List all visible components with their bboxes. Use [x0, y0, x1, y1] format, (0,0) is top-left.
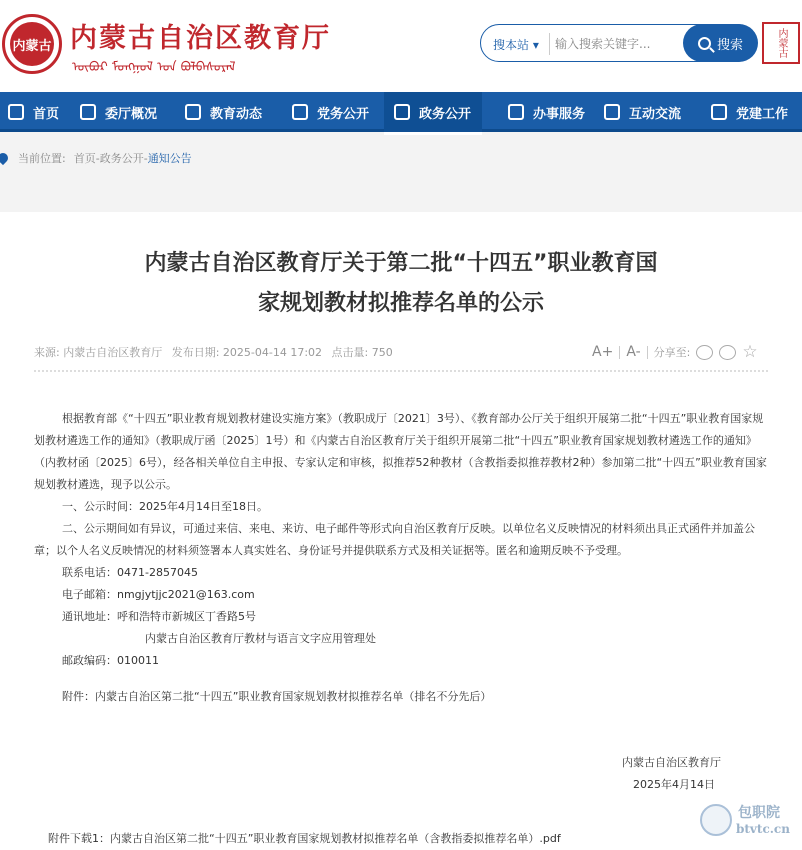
meta-source: 来源: 内蒙古自治区教育厅: [34, 346, 163, 359]
site-title[interactable]: 内蒙古自治区教育厅: [70, 23, 331, 54]
search-button-label: 搜索: [716, 37, 743, 53]
search-divider: [549, 33, 550, 55]
nav-item-services[interactable]: [482, 92, 590, 132]
breadcrumb-separator: -: [95, 151, 100, 165]
breadcrumb-separator: -: [143, 151, 148, 165]
title-line-1: 内蒙古自治区教育厅关于第二批“十四五”职业教育国: [144, 251, 658, 276]
weibo-share-icon[interactable]: [696, 345, 713, 360]
building-icon: [80, 104, 96, 120]
nav-label: 办事服务: [533, 106, 586, 122]
search-button[interactable]: [683, 24, 758, 62]
search-icon: [698, 37, 711, 50]
article-title: [90, 244, 712, 324]
nav-item-overview[interactable]: [68, 92, 173, 132]
attachment-download-link[interactable]: 附件下载1：内蒙古自治区第二批“十四五”职业教育国家规划教材拟推荐名单（含教指委拟推荐名单）.pdf: [48, 832, 561, 845]
body-paragraph: 二、公示期间如有异议，可通过来信、来电、来访、电子邮件等形式向自治区教育厅反映。以单位名义反映情况的材料须出具正式函件并加盖公章；以个人名义反映情况的材料须签署本人真实姓名、身份证号并提供联系方式及相关证据等。匿名和逾期反映不予受理。: [34, 522, 755, 557]
nav-label: 互动交流: [629, 106, 682, 122]
search-scope-select[interactable]: 搜本站 ▾: [493, 38, 539, 52]
article-body: [34, 408, 768, 672]
search-scope-label: 搜本站: [493, 38, 530, 52]
tools-divider: [647, 346, 648, 359]
nav-label: 党建工作: [736, 106, 789, 122]
meta-date: 发布日期: 2025-04-14 17:02: [171, 346, 323, 359]
clipboard-icon: [292, 104, 308, 120]
home-icon: [8, 104, 24, 120]
attachment-note: 附件：内蒙古自治区第二批“十四五”职业教育国家规划教材拟推荐名单（排名不分先后）: [62, 690, 492, 703]
nav-label: 首页: [33, 106, 60, 122]
font-smaller-button[interactable]: A-: [626, 344, 641, 360]
search-input[interactable]: [555, 33, 675, 55]
nav-item-party-affairs[interactable]: [280, 92, 384, 132]
nav-label: 政务公开: [419, 106, 472, 122]
breadcrumb-prefix: 当前位置:: [18, 152, 66, 165]
nav-label: 党务公开: [317, 106, 370, 122]
signature-date: 2025年4月14日: [633, 778, 715, 791]
nav-item-news[interactable]: [173, 92, 280, 132]
contact-postcode: 邮政编码：010011: [62, 654, 159, 667]
site-header: [0, 0, 802, 92]
nav-label: 教育动态: [210, 106, 263, 122]
checklist-icon: [508, 104, 524, 120]
nav-label: 委厅概况: [105, 106, 158, 122]
title-line-2: 家规划教材拟推荐名单的公示: [257, 291, 544, 316]
nav-item-interaction[interactable]: [590, 92, 697, 132]
watermark-emblem-icon: [700, 804, 732, 836]
article-meta: [34, 344, 399, 360]
contact-block: [34, 562, 768, 672]
contact-phone: 联系电话：0471-2857045: [62, 566, 198, 579]
share-label: 分享至:: [653, 346, 691, 359]
meta-divider: [34, 370, 768, 372]
location-pin-icon: [0, 151, 10, 165]
site-logo[interactable]: [2, 14, 62, 74]
watermark-url: btvtc.cn: [736, 822, 790, 836]
watermark-logo: [700, 800, 800, 840]
nav-item-home[interactable]: [0, 92, 68, 132]
breadcrumb: [0, 150, 192, 166]
body-paragraph: 一、公示时间：2025年4月14日至18日。: [62, 500, 268, 513]
seal-stamp-logo[interactable]: 内蒙古: [762, 22, 800, 64]
mongolian-subtitle: ᠥᠪᠦᠷ ᠮᠣᠩᠭᠣᠯ ᠤᠨ ᠪᠣᠯᠪᠠᠰᠤᠷᠠᠯ: [72, 60, 236, 75]
favorite-star-icon[interactable]: ☆: [742, 342, 758, 362]
nav-item-government-affairs[interactable]: [384, 92, 482, 132]
flag-icon: [711, 104, 727, 120]
nav-item-party-building[interactable]: [697, 92, 802, 132]
tools-divider: [619, 346, 620, 359]
search-box: [480, 24, 756, 62]
chat-icon: [604, 104, 620, 120]
article-tools: [592, 342, 758, 362]
breadcrumb-home[interactable]: 首页: [73, 152, 96, 165]
article-container: [0, 212, 802, 850]
meta-clicks: 点击量: 750: [331, 346, 393, 359]
contact-email: 电子邮箱：nmgjytjjc2021@163.com: [62, 588, 255, 601]
signature: 内蒙古自治区教育厅: [622, 756, 721, 769]
contact-address: 通讯地址：呼和浩特市新城区丁香路5号: [62, 610, 256, 623]
main-nav: [0, 92, 802, 132]
body-paragraph: 根据教育部《“十四五”职业教育规划教材建设实施方案》（教职成厅〔2021〕3号）、《教育部办公厅关于组织开展第二批“十四五”职业教育国家规划教材遴选工作的通知》（教职成厅函〔2025〕1号）和《内蒙古自治区教育厅关于组织开展第二批“十四五”职业教育国家规划教材遴选工作的通知》（内教材函〔2025〕6号），经各相关单位自主申报、专家认定和审核，拟推荐52种教材（含教指委拟推荐教材2种）参加第二批“十四五”职业教育国家规划教材遴选，现予以公示。: [34, 412, 767, 491]
logo-emblem: 内蒙古: [10, 22, 54, 66]
wechat-share-icon[interactable]: [719, 345, 736, 360]
inbox-icon: [394, 104, 410, 120]
font-larger-button[interactable]: A+: [592, 344, 614, 360]
document-icon: [185, 104, 201, 120]
breadcrumb-section[interactable]: 政务公开: [99, 152, 144, 165]
contact-address-line2: 内蒙古自治区教育厅教材与语言文字应用管理处: [145, 632, 376, 645]
watermark-text: 包职院: [738, 805, 780, 821]
breadcrumb-current[interactable]: 通知公告: [147, 152, 192, 165]
